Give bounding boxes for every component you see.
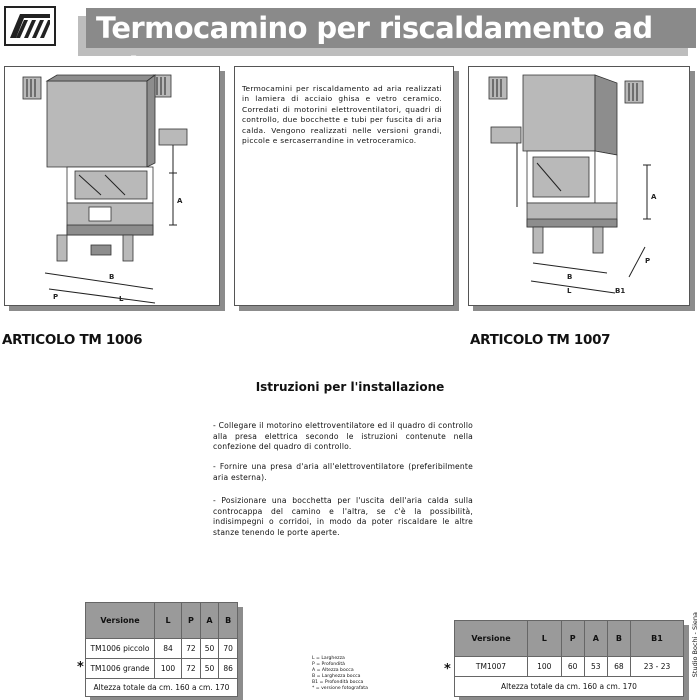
photographed-marker: * — [444, 662, 451, 677]
table-cell: 23 - 23 — [631, 657, 684, 677]
legend-item: B = Larghezza bocca — [312, 674, 361, 679]
table-cell: TM1006 grande — [86, 659, 155, 679]
dim-label-p: P — [645, 257, 651, 265]
table-cell: 50 — [200, 659, 219, 679]
legend-item: P = Profondità — [312, 662, 345, 667]
table-header: Versione — [86, 603, 155, 639]
table-header: P — [561, 621, 584, 657]
table-cell: TM1007 — [455, 657, 528, 677]
table-cell: 53 — [584, 657, 607, 677]
drawing-panel-tm1006 — [4, 66, 220, 306]
dim-label-b: B — [567, 273, 573, 281]
table-header: L — [528, 621, 562, 657]
dim-label-l: L — [567, 287, 572, 295]
legend-item: * = versione fotografata — [312, 686, 368, 691]
photographed-marker: * — [77, 660, 84, 675]
dim-label-l: L — [119, 295, 124, 303]
product-label-tm1007: ARTICOLO TM 1007 — [470, 332, 611, 348]
product-label-tm1006: ARTICOLO TM 1006 — [2, 332, 143, 348]
table-cell: 70 — [219, 639, 238, 659]
dim-label-p: P — [53, 293, 59, 301]
dim-label-a: A — [177, 197, 183, 205]
legend-item: A = Altezza bocca — [312, 668, 354, 673]
drawing-panel-tm1007 — [468, 66, 690, 306]
legend — [312, 656, 368, 692]
table-header: B1 — [631, 621, 684, 657]
dimensions-table-tm1006 — [85, 602, 238, 697]
studio-credit: Studio Bochi - Siena — [691, 612, 699, 678]
fireplace-drawing-tm1007 — [469, 67, 689, 305]
instruction-item: - Collegare il motorino elettroventilatore ed il quadro di controllo alla presa elettrica secondo le istruzioni contenute nella confezione del quadro di controllo. — [213, 421, 473, 452]
brand-logo — [4, 6, 56, 46]
table-cell: 72 — [182, 639, 201, 659]
table-row — [86, 659, 238, 679]
table-footer: Altezza totale da cm. 160 a cm. 170 — [86, 679, 238, 697]
table-row — [86, 639, 238, 659]
table-header: B — [607, 621, 630, 657]
table-header: B — [219, 603, 238, 639]
table-cell: 72 — [182, 659, 201, 679]
table-header: L — [155, 603, 182, 639]
table-cell: TM1006 piccolo — [86, 639, 155, 659]
dim-label-b: B — [109, 273, 115, 281]
table-cell: 50 — [200, 639, 219, 659]
page-title: Termocamino per riscaldamento ad — [86, 8, 696, 48]
table-header: A — [200, 603, 219, 639]
table-header: P — [182, 603, 201, 639]
dim-label-a: A — [651, 193, 657, 201]
table-header: Versione — [455, 621, 528, 657]
table-header: A — [584, 621, 607, 657]
table-row — [455, 657, 684, 677]
legend-item: L = Larghezza — [312, 656, 345, 661]
fireplace-drawing-tm1006 — [5, 67, 219, 305]
table-footer: Altezza totale da cm. 160 a cm. 170 — [455, 677, 684, 697]
table-cell: 100 — [155, 659, 182, 679]
instruction-item: - Fornire una presa d'aria all'elettroventilatore (preferibilmente aria esterna). — [213, 462, 473, 482]
instruction-item: - Posizionare una bocchetta per l'uscita dell'aria calda sulla controcappa del camino e l'altra, se c'è la possibilità, indisimpegni o corridoi, in modo da poter riscaldare le altre stanze tenendo le porte aperte. — [213, 496, 473, 537]
table-cell: 86 — [219, 659, 238, 679]
instructions-title: Istruzioni per l'installazione — [255, 380, 445, 394]
table-cell: 100 — [528, 657, 562, 677]
logo-mark-icon — [6, 8, 54, 44]
product-description: Termocamini per riscaldamento ad aria realizzati in lamiera di acciaio ghisa e vetro ceramico. Corredati di motorini elettroventilatori, quadri di controllo, due bocchette e tubi per fuscita di aria calda. Vengono realizzati nelle versioni grandi, piccole e sercaserrandine in vetroceramico. — [242, 84, 442, 146]
dim-label-b1: B1 — [615, 287, 626, 295]
table-cell: 84 — [155, 639, 182, 659]
legend-item: B1 = Profondità bocca — [312, 680, 364, 685]
table-cell: 68 — [607, 657, 630, 677]
table-cell: 60 — [561, 657, 584, 677]
dimensions-table-tm1007 — [454, 620, 684, 697]
